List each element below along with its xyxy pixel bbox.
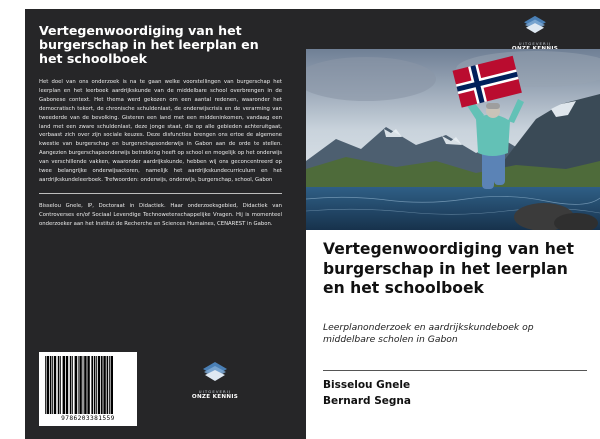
book-spine [295, 9, 306, 439]
barcode-bar [70, 356, 72, 414]
barcode-bars [43, 356, 133, 414]
back-cover-description: Het doel van ons onderzoek is na te gaan welke voorstellingen van burgerschap het leerplan en het leerboek aardrijkskunde van de middelbare school overbrengen in de Gabonese context. Het thema werd gekozen om een aantal redenen, waaronder het democratisch tekort, de chronische schuldenlast, de onderwijscrisis en de verarming van tweederde van de bevolking. Gisteren een land met een middeninkomen, vandaag een land met een zware schuldenlast, deze jonge staat, die op alle gebieden achteruitgaat, verbaast zich over zijn sociale keuzes. Deze disfuncties brengen ons ertoe de algemene kwestie van burgerschap en burgerschapsonderwijs in Gabon aan de orde te stellen. Aangezien burgerschapsonderwijs betrekking heeft op school en mogelijk op het onderwijs van verschillende vakken, waaronder aardrijkskunde, hebben wij ons geconcentreerd op twee belangrijke onderwijsactoren, namelijk het aardrijkskundecurriculum en het aardrijkskundeleerboek. Trefwoorden: onderwijs, onderwijs, burgerschap, school, Gabon [39, 79, 282, 183]
isbn-barcode [39, 352, 137, 426]
barcode-bar [103, 356, 105, 414]
barcode-bar [107, 356, 109, 414]
publisher-book-icon [202, 361, 228, 383]
front-cover-title: Vertegenwoordiging van het burgerschap in het leerplan en het schoolboek [323, 240, 574, 297]
barcode-bar [60, 356, 61, 414]
barcode-bar [47, 356, 49, 414]
author-name: Bisselou Gnele [323, 379, 411, 391]
cover-photo-illustration [306, 49, 600, 230]
back-cover [25, 9, 295, 439]
publisher-name: ONZE KENNIS [191, 394, 239, 400]
front-cover-subtitle: Leerplanonderzoek en aardrijkskundeboek op middelbare scholen in Gabon [323, 322, 534, 345]
publisher-book-icon [523, 15, 547, 35]
barcode-bar [75, 356, 77, 414]
barcode-bar [87, 356, 89, 414]
barcode-bar [63, 356, 65, 414]
barcode-bar [50, 356, 52, 414]
barcode-bar [52, 356, 53, 414]
back-cover-divider [39, 193, 282, 194]
barcode-bar [91, 356, 93, 414]
barcode-bar [94, 356, 96, 414]
barcode-bar [72, 356, 73, 414]
barcode-bar [78, 356, 79, 414]
barcode-bar [111, 356, 113, 414]
barcode-bar [98, 356, 100, 414]
author-bio: Bisselou Gnele, IP, Doctoraat in Didactiek. Haar onderzoeksgebied, Didactiek van Controverses en/of Sociaal Levendige Technowetenschappelijke Vragen. Hij is momenteel onderzoeker aan het Institut de Recherche en Sciences Humaines, CENAREST in Gabon. [39, 202, 282, 227]
front-cover [306, 9, 600, 439]
publisher-sub-label: UITGEVERIJ [518, 41, 552, 46]
barcode-bar [101, 356, 103, 414]
publisher-logo-back [180, 361, 250, 400]
barcode-bar [84, 356, 86, 414]
publisher-sub-label: UITGEVERIJ [198, 389, 232, 394]
back-cover-title: Vertegenwoordiging van het burgerschap in het leerplan en het schoolboek [39, 23, 259, 66]
front-cover-divider [323, 370, 587, 371]
publisher-logo-front [502, 15, 568, 52]
author-list [323, 378, 411, 409]
barcode-bar [45, 356, 46, 414]
barcode-bar [96, 356, 97, 414]
barcode-bar [66, 356, 68, 414]
cover-photo [306, 49, 600, 230]
author-name: Bernard Segna [323, 394, 411, 407]
isbn-number: 9786203381559 [61, 415, 115, 422]
barcode-bar [109, 356, 110, 414]
barcode-bar [83, 356, 84, 414]
barcode-bar [58, 356, 60, 414]
barcode-bar [79, 356, 81, 414]
barcode-bar [54, 356, 56, 414]
